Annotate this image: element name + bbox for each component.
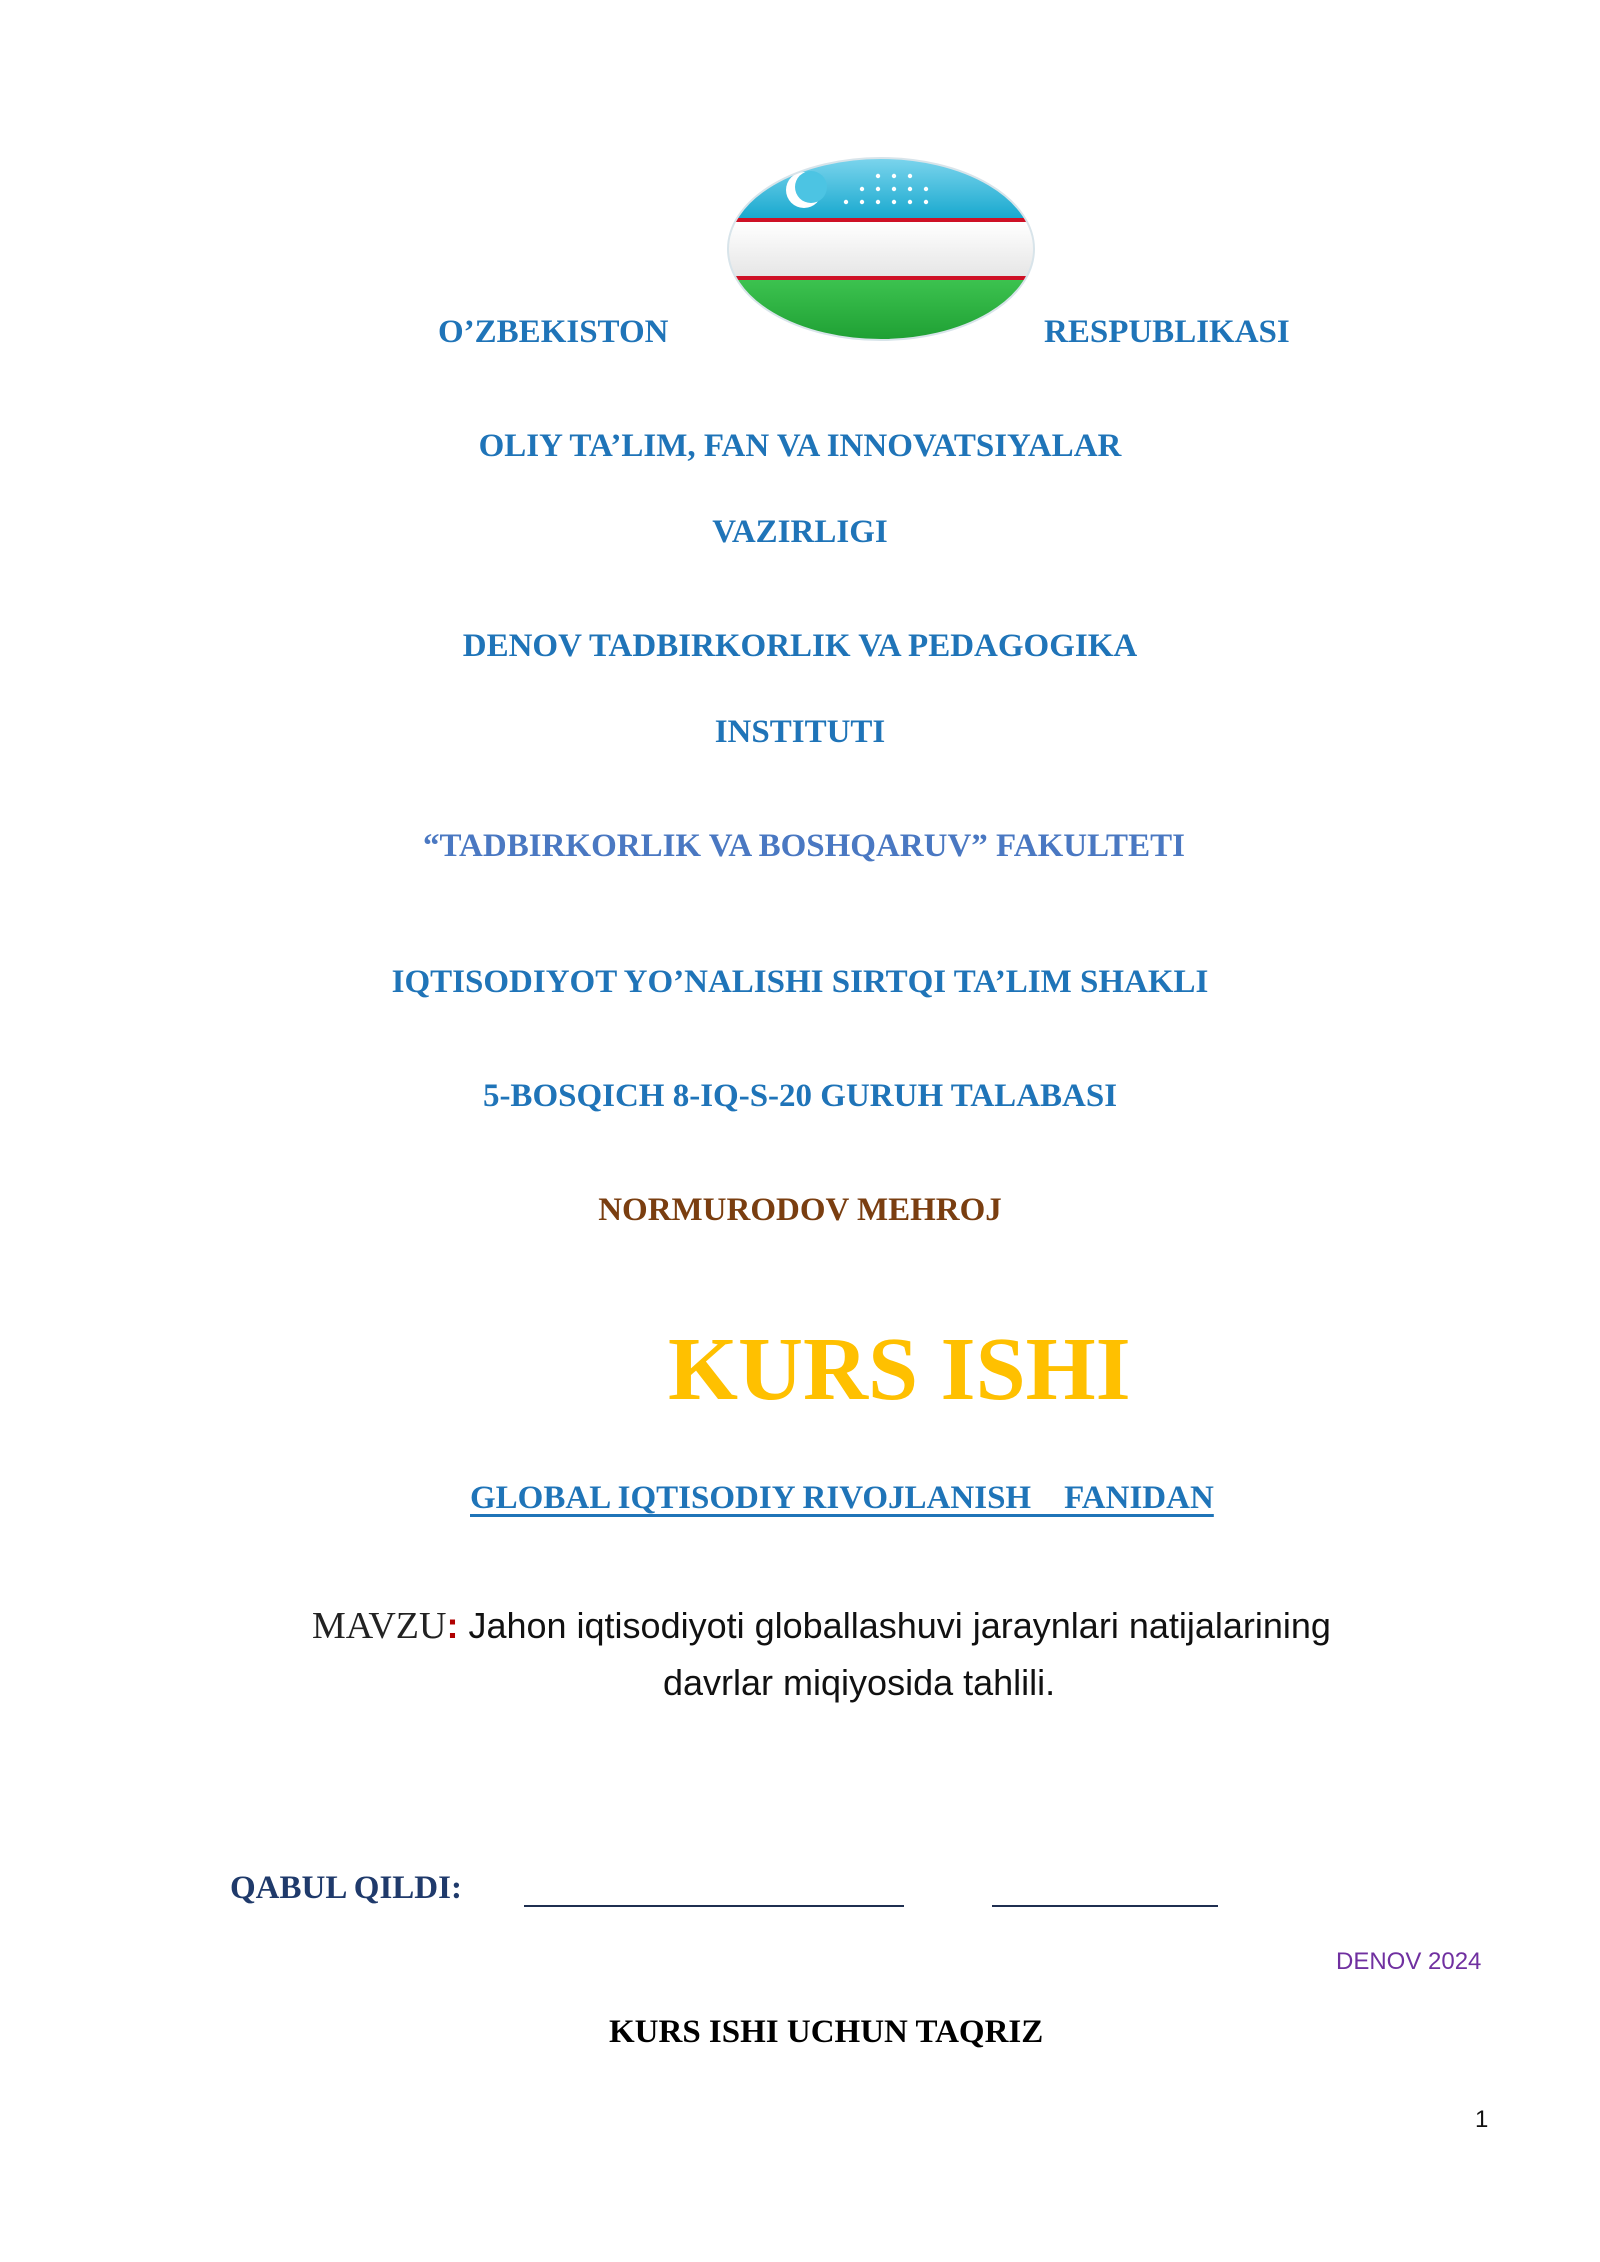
topic-label: MAVZU xyxy=(312,1605,447,1647)
country-left-text: O’ZBEKISTON xyxy=(438,314,669,350)
group-text: 5-BOSQICH 8-IQ-S-20 GURUH TALABASI xyxy=(482,1078,1118,1114)
country-right-text: RESPUBLIKASI xyxy=(1044,314,1290,350)
date-line xyxy=(992,1905,1218,1907)
faculty-text: “TADBIRKORLIK VA BOSHQARUV” FAKULTETI xyxy=(423,828,1185,864)
signature-line xyxy=(524,1905,904,1907)
document-type-title: KURS ISHI xyxy=(668,1320,1131,1419)
subject-text: GLOBAL IQTISODIY RIVOJLANISH FANIDAN xyxy=(470,1480,1214,1516)
student-name: NORMURODOV MEHROJ xyxy=(598,1192,1002,1228)
city-year-text: DENOV 2024 xyxy=(1336,1948,1482,1975)
topic-colon: : xyxy=(446,1605,459,1646)
institute-line2: INSTITUTI xyxy=(714,714,886,750)
ministry-line2: VAZIRLIGI xyxy=(712,514,888,550)
ministry-line1: OLIY TA’LIM, FAN VA INNOVATSIYALAR xyxy=(478,428,1122,464)
review-title: KURS ISHI UCHUN TAQRIZ xyxy=(609,2014,1044,2050)
program-text: IQTISODIYOT YO’NALISHI SIRTQI TA’LIM SHAKLI xyxy=(391,964,1209,1000)
topic-line1 xyxy=(312,1604,1331,1648)
topic-text-line1: Jahon iqtisodiyoti globallashuvi jaraynlari natijalarining xyxy=(458,1605,1331,1646)
accepted-label: QABUL QILDI: xyxy=(230,1870,462,1906)
institute-line1: DENOV TADBIRKORLIK VA PEDAGOGIKA xyxy=(462,628,1138,664)
page-number: 1 xyxy=(1475,2106,1489,2133)
uzbekistan-flag-icon xyxy=(726,156,1036,342)
topic-text-line2: davrlar miqiyosida tahlili. xyxy=(663,1662,1056,1703)
